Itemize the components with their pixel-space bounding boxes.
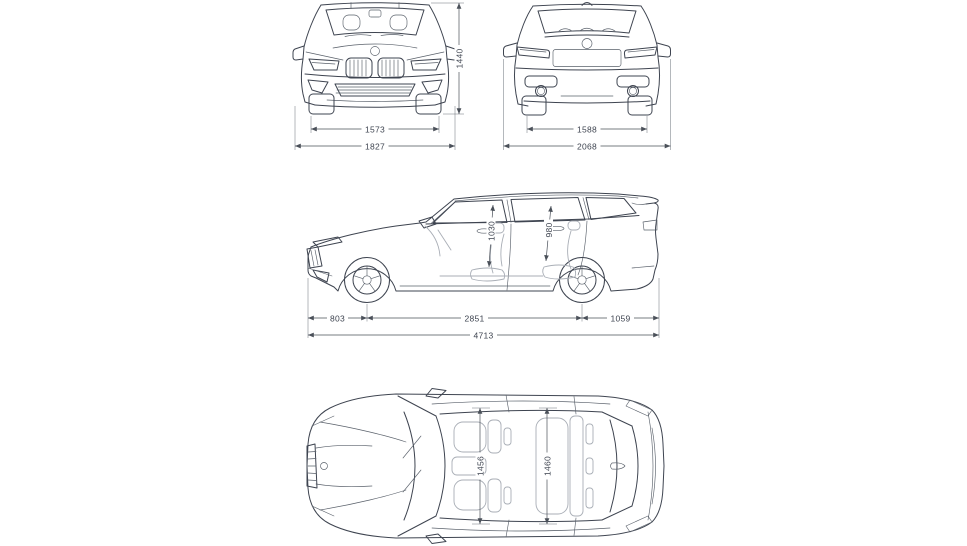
- rear-wheels: [522, 96, 652, 115]
- tailgate: [545, 35, 629, 67]
- bmw-roundel-icon-top: [321, 463, 328, 470]
- rear-seat-headrest: [568, 221, 580, 230]
- taillight-corners: [626, 400, 652, 532]
- front-wheels: [309, 94, 441, 114]
- rear-track-width-label: 1588: [576, 124, 598, 135]
- rear-headroom-label: 980: [543, 222, 554, 238]
- front-overall-width-label: 1827: [364, 141, 386, 152]
- headroom-dimensions: [486, 205, 554, 267]
- side-wheel-rear: [560, 258, 605, 303]
- side-interior-seats: [425, 221, 580, 281]
- wipers-top: [403, 436, 421, 492]
- side-front-details: [307, 237, 342, 282]
- kidney-grille: [346, 58, 404, 78]
- rear-window-rear-arc: [632, 426, 638, 506]
- side-wheel-front: [345, 258, 390, 303]
- front-headrest-left: [343, 15, 360, 30]
- top-front-details: [307, 416, 406, 516]
- rear-overhang-label: 1059: [610, 313, 631, 324]
- rear-window-front-arc: [610, 420, 617, 512]
- door-seams-top: [506, 395, 576, 537]
- interior-width-dimensions: [472, 408, 557, 524]
- rear-window: [538, 9, 636, 33]
- front-headrest-right: [390, 15, 407, 30]
- kidney-grille-side: [307, 247, 322, 268]
- front-view: [293, 3, 464, 152]
- bmw-roundel-icon: [371, 47, 380, 56]
- side-glasshouse: [419, 195, 639, 228]
- overall-length-label: 4713: [473, 330, 494, 341]
- windshield-front-arc: [404, 412, 415, 520]
- license-plate-recess: [553, 50, 621, 67]
- rear-bumper: [516, 68, 658, 103]
- bmw-roundel-icon-rear: [582, 39, 592, 49]
- length-dimensions: [308, 278, 659, 340]
- front-seat-right-cushion: [454, 480, 486, 510]
- top-mirrors: [426, 389, 446, 544]
- height-label: 1440: [454, 48, 465, 69]
- mirror-width-label: 2068: [576, 141, 598, 152]
- rear-view: [504, 2, 671, 151]
- front-headlights: [309, 59, 441, 70]
- shark-fin-antenna: [611, 463, 626, 469]
- front-interior-width-label: 1456: [475, 455, 486, 477]
- rear-dimensions: [504, 59, 671, 151]
- top-view: [307, 389, 664, 544]
- rear-door-window: [511, 198, 585, 223]
- top-glass-roof: [398, 395, 656, 537]
- front-bumper: [305, 74, 445, 107]
- front-mirrors: [293, 46, 457, 60]
- rear-interior-width-label: 1460: [542, 455, 553, 477]
- front-track-width-label: 1573: [364, 124, 386, 135]
- front-windshield: [326, 8, 424, 37]
- rear-car-outline: [515, 2, 660, 106]
- top-seats: [452, 416, 593, 516]
- front-headroom-label: 1030: [486, 220, 497, 242]
- rearview-mirror: [369, 10, 381, 17]
- wheelbase-label: 2851: [464, 313, 485, 324]
- side-view: [307, 193, 659, 341]
- front-seat-left-cushion: [454, 422, 486, 452]
- wipers: [345, 35, 403, 37]
- front-overhang-label: 803: [329, 313, 346, 324]
- windshield-rear-arc: [436, 416, 445, 516]
